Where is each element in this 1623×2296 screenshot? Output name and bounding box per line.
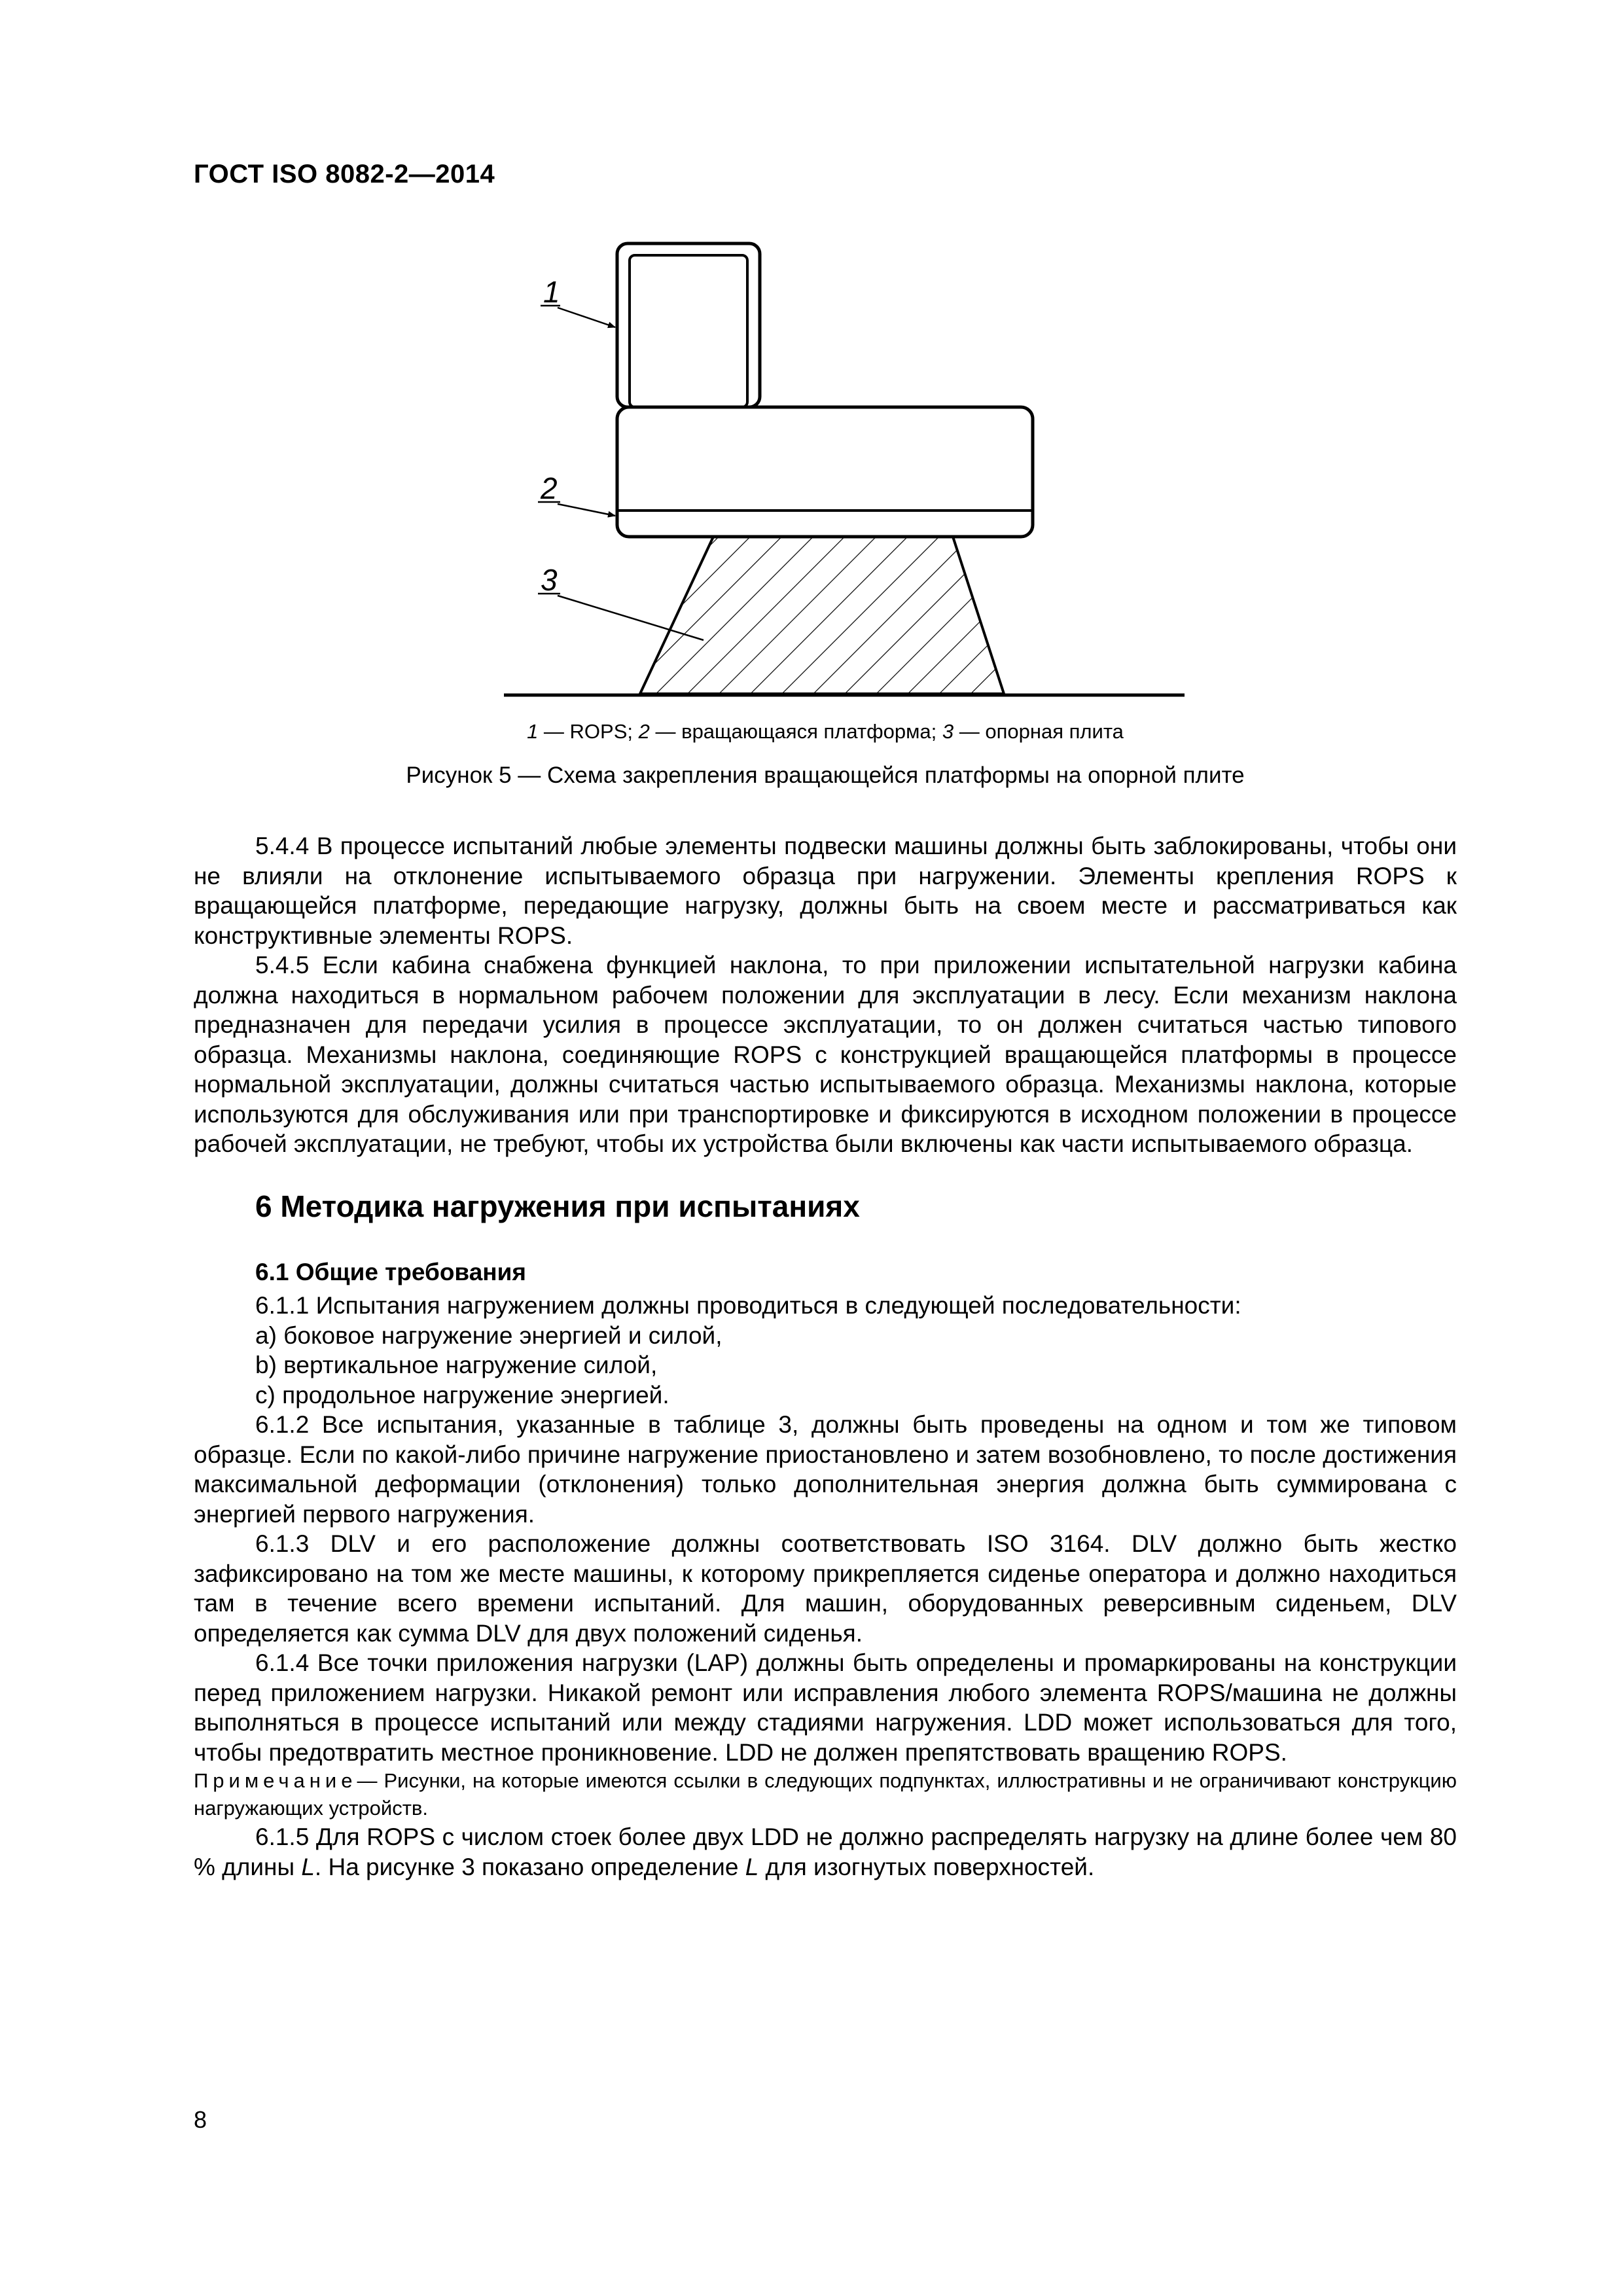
p615-part-b: . На рисунке 3 показано определение: [314, 1853, 745, 1880]
figure-caption: Рисунок 5 — Схема закрепления вращающейся платформы на опорной плите: [406, 762, 1245, 788]
paragraph-6-1-3: 6.1.3 DLV и его расположение должны соответствовать ISO 3164. DLV должно быть жестко зафиксировано на том же месте машины, к которому прикрепляется сиденье оператора и должно находиться там в течение всего времени испытаний. Для машин, оборудованных реверсивным сиденьем, DLV определяется как сумма DLV для двух положений сиденья.: [194, 1530, 1457, 1647]
figure-legend: [194, 720, 1457, 744]
legend-num-1: 1: [527, 720, 539, 743]
note: [194, 1767, 1457, 1822]
note-text: — Рисунки, на которые имеются ссылки в следующих подпунктах, иллюстративны и не ограничивают конструкцию нагружающих устройств.: [194, 1769, 1457, 1820]
rotating-platform: [617, 407, 1033, 537]
legend-text-1: — ROPS;: [538, 720, 639, 743]
list-item-c: c) продольное нагружение энергией.: [255, 1381, 669, 1408]
paragraph-6-1-5: [194, 1822, 1457, 1882]
body-text: [194, 831, 1457, 1882]
rops-frame-outer: [617, 243, 760, 407]
note-label: Примечание: [194, 1769, 357, 1792]
section-6-heading: 6 Методика нагружения при испытаниях: [255, 1189, 860, 1223]
document-header: ГОСТ ISO 8082-2—2014: [194, 160, 495, 188]
leader-line-1: [558, 308, 615, 327]
page-number: 8: [194, 2106, 207, 2133]
paragraph-5-4-4: 5.4.4 В процессе испытаний любые элементы подвески машины должны быть заблокированы, чтобы они не влияли на отклонение испытываемого образца при нагружении. Элементы крепления ROPS к вращающейся платформе, передающие нагрузку, должны быть на своем месте и рассматриваться как конструктивные элементы ROPS.: [194, 833, 1457, 949]
figure-label-3: 3: [541, 563, 558, 597]
legend-num-3: 3: [942, 720, 954, 743]
legend-num-2: 2: [638, 720, 650, 743]
figure-5-diagram: [497, 223, 1204, 720]
section-6-1-heading: 6.1 Общие требования: [255, 1258, 526, 1285]
leader-line-2: [558, 504, 615, 516]
legend-text-2: — вращающаяся платформа;: [649, 720, 942, 743]
figure-label-2: 2: [541, 471, 558, 505]
paragraph-6-1-2: 6.1.2 Все испытания, указанные в таблице 3, должны быть проведены на одном и том же типовом образце. Если по какой-либо причине нагружение приостановлено и затем возобновлено, то после достижения максимальной деформации (отклонения) только дополнительная энергия должна быть суммирована с энергией первого нагружения.: [194, 1411, 1457, 1528]
paragraph-5-4-5: 5.4.5 Если кабина снабжена функцией наклона, то при приложении испытательной нагрузки кабина должна находиться в нормальном рабочем положении для эксплуатации в лесу. Если механизм наклона предназначен для передачи усилия в процессе эксплуатации, то он должен считаться частью типового образца. Механизмы наклона, соединяющие ROPS с конструкцией вращающейся платформы в процессе нормальной эксплуатации, должны считаться частью испытываемого образца. Механизмы наклона, которые используются для обслуживания или при транспортировке и фиксируются в исходном положении в процессе рабочей эксплуатации, не требуют, чтобы их устройства были включены как части испытываемого образца.: [194, 952, 1457, 1157]
list-item-b: b) вертикальное нагружение силой,: [255, 1352, 658, 1378]
paragraph-6-1-1: 6.1.1 Испытания нагружением должны проводиться в следующей последовательности:: [255, 1292, 1241, 1319]
p615-symbol-L-2: L: [745, 1853, 759, 1880]
figure-label-1: 1: [543, 275, 560, 309]
support-plate: [640, 537, 1004, 694]
legend-text-3: — опорная плита: [954, 720, 1124, 743]
paragraph-6-1-4: 6.1.4 Все точки приложения нагрузки (LAP) должны быть определены и промаркированы на конструкции перед приложением нагрузки. Никакой ремонт или исправления любого элемента ROPS/машина не должны выполняться в процессе испытаний или между стадиями нагружения. LDD может использоваться для того, чтобы предотвратить местное проникновение. LDD не должен препятствовать вращению ROPS.: [194, 1649, 1457, 1766]
p615-symbol-L-1: L: [301, 1853, 315, 1880]
p615-part-a: 6.1.5 Для ROPS с числом стоек более двух LDD не должно распределять нагрузку на длине более чем 80 % длины: [194, 1823, 1457, 1880]
p615-part-c: для изогнутых поверхностей.: [758, 1853, 1095, 1880]
list-item-a: a) боковое нагружение энергией и силой,: [255, 1321, 722, 1349]
